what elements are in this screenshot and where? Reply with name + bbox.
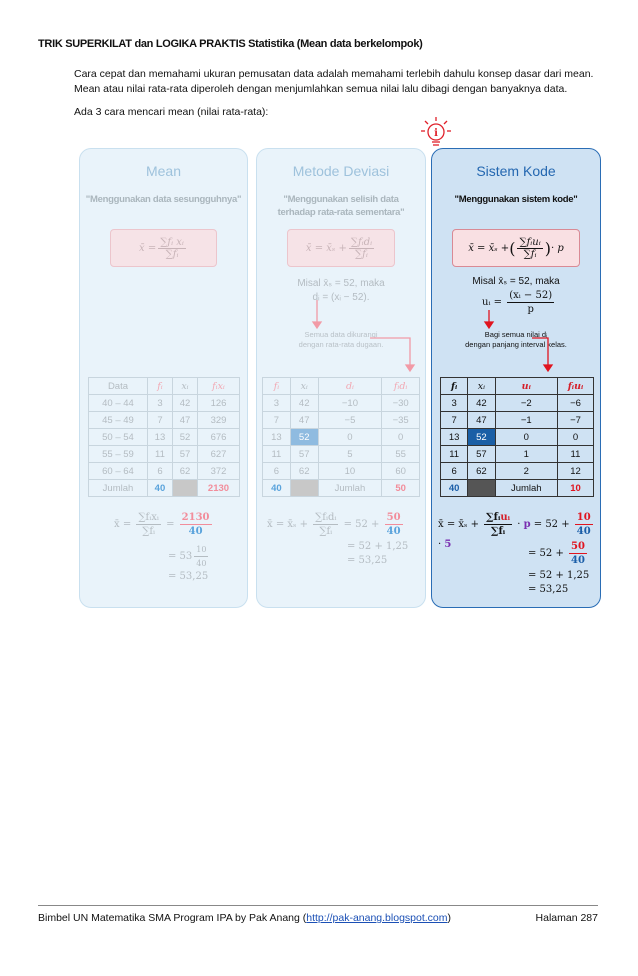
deviasi-note-2: dengan rata-rata dugaan. bbox=[298, 340, 384, 349]
panel-mean-quote: "Menggunakan data sesungguhnya" bbox=[85, 194, 242, 205]
panel-deviasi-quote-1: "Menggunakan selisih data bbox=[283, 194, 399, 205]
cell: −6 bbox=[557, 395, 593, 412]
panel-kode-title: Sistem Kode bbox=[476, 163, 556, 179]
cell: Jumlah bbox=[495, 480, 557, 497]
panel-deviasi bbox=[256, 148, 426, 608]
table-row bbox=[263, 412, 420, 429]
intro-line-3: Ada 3 cara mencari mean (nilai rata-rata): bbox=[74, 106, 269, 118]
cell: 52 bbox=[468, 429, 495, 446]
mean-header-f: fᵢ bbox=[147, 378, 172, 395]
cell: 13 bbox=[441, 429, 468, 446]
mean-header-x: xᵢ bbox=[172, 378, 197, 395]
cell: −10 bbox=[318, 395, 382, 412]
cell: 6 bbox=[147, 463, 172, 480]
deviasi-calc-3: = 53,25 bbox=[347, 555, 388, 566]
cell: Jumlah bbox=[89, 480, 148, 497]
cell: 6 bbox=[263, 463, 291, 480]
cell: 7 bbox=[263, 412, 291, 429]
table-total-row bbox=[89, 480, 240, 497]
mean-calc-2: = 53 $\frac{10}{40}$ bbox=[168, 545, 207, 568]
mean-table bbox=[88, 377, 240, 497]
cell: 52 bbox=[172, 429, 197, 446]
cell: 55 bbox=[382, 446, 420, 463]
cell: 47 bbox=[172, 412, 197, 429]
cell: 55 – 59 bbox=[89, 446, 148, 463]
cell: 57 bbox=[290, 446, 318, 463]
page-number: Halaman 287 bbox=[535, 912, 598, 924]
cell: 3 bbox=[147, 395, 172, 412]
table-row bbox=[263, 463, 420, 480]
cell: 126 bbox=[197, 395, 239, 412]
cell: 6 bbox=[441, 463, 468, 480]
table-row bbox=[89, 395, 240, 412]
dev-header-d: dᵢ bbox=[318, 378, 382, 395]
table-total-row bbox=[441, 480, 594, 497]
cell: 5 bbox=[318, 446, 382, 463]
table-row bbox=[441, 446, 594, 463]
panel-deviasi-quote-2: terhadap rata-rata sementara" bbox=[277, 207, 405, 218]
cell bbox=[290, 480, 318, 497]
cell bbox=[172, 480, 197, 497]
cell: 62 bbox=[290, 463, 318, 480]
panel-mean-title: Mean bbox=[145, 163, 182, 179]
cell: 329 bbox=[197, 412, 239, 429]
cell: 2130 bbox=[197, 480, 239, 497]
cell: 0 bbox=[495, 429, 557, 446]
kode-note-1: Bagi semua nilai dᵢ bbox=[484, 330, 548, 339]
cell: 60 – 64 bbox=[89, 463, 148, 480]
kode-header-x: xᵢ bbox=[468, 378, 495, 395]
cell: 40 – 44 bbox=[89, 395, 148, 412]
cell: 372 bbox=[197, 463, 239, 480]
cell: 13 bbox=[263, 429, 291, 446]
mean-calc-3: = 53,25 bbox=[168, 571, 209, 582]
kode-note-2: dengan panjang interval kelas. bbox=[465, 340, 567, 349]
cell: 7 bbox=[147, 412, 172, 429]
deviasi-calc-2: = 52 + 1,25 bbox=[347, 541, 409, 552]
table-row bbox=[441, 412, 594, 429]
lightbulb-icon bbox=[421, 117, 451, 151]
footer-divider bbox=[38, 905, 598, 906]
cell: 52 bbox=[290, 429, 318, 446]
cell: 3 bbox=[263, 395, 291, 412]
cell: 45 – 49 bbox=[89, 412, 148, 429]
cell: −5 bbox=[318, 412, 382, 429]
cell: 7 bbox=[441, 412, 468, 429]
table-row bbox=[441, 429, 594, 446]
deviasi-misal-2: dᵢ = (xᵢ − 52). bbox=[312, 292, 370, 303]
cell: −1 bbox=[495, 412, 557, 429]
table-row bbox=[441, 463, 594, 480]
deviasi-formula-box: x̄ = x̄ₛ + $\frac{\text{∑fᵢdᵢ}}{\text{∑fᵢ}}$ bbox=[287, 229, 395, 267]
kode-calc-1: x̄ = x̄ₛ + $\frac{\text{∑fᵢuᵢ}}{\text{∑fᵢ}}$ · p = 52 + $\frac{10}{40}$ · 5 bbox=[438, 512, 591, 550]
cell: −2 bbox=[495, 395, 557, 412]
deviasi-calc-1: x̄ = x̄ₛ + $\frac{\text{∑fᵢdᵢ}}{\text{∑fᵢ}}$ = 52 + $\frac{50}{40}$ bbox=[267, 512, 401, 537]
kode-calc-3: = 52 + 1,25 bbox=[528, 570, 590, 581]
kode-calc-2: = 52 + $\frac{50}{40}$ bbox=[528, 541, 585, 566]
svg-text:i: i bbox=[434, 128, 438, 139]
cell: 12 bbox=[557, 463, 593, 480]
cell: 10 bbox=[557, 480, 593, 497]
intro-line-2: Mean atau nilai rata-rata diperoleh dengan menjumlahkan semua nilai lalu dibagi dengan banyaknya data. bbox=[74, 83, 568, 95]
cell: 0 bbox=[382, 429, 420, 446]
cell: −7 bbox=[557, 412, 593, 429]
footer-text: Bimbel UN Matematika SMA Program IPA by Pak Anang (http://pak-anang.blogspot.com) bbox=[38, 912, 452, 924]
footer-link[interactable]: http://pak-anang.blogspot.com bbox=[306, 912, 448, 924]
kode-header-fu: fᵢuᵢ bbox=[557, 378, 593, 395]
cell: 50 bbox=[382, 480, 420, 497]
cell: 47 bbox=[290, 412, 318, 429]
kode-formula-box: x̄ = x̄ₛ + ( $\frac{\text{∑fᵢuᵢ}}{\text{∑fᵢ}}$ ) · p bbox=[452, 229, 580, 267]
cell: 676 bbox=[197, 429, 239, 446]
table-row bbox=[441, 395, 594, 412]
cell: 13 bbox=[147, 429, 172, 446]
cell: 0 bbox=[557, 429, 593, 446]
cell: 0 bbox=[318, 429, 382, 446]
panel-sistem-kode bbox=[431, 148, 601, 608]
deviasi-misal-1: Misal x̄ₛ = 52, maka bbox=[297, 278, 385, 289]
cell: 57 bbox=[172, 446, 197, 463]
deviasi-note-1: Semua data dikurangi bbox=[304, 330, 378, 339]
cell: 40 bbox=[441, 480, 468, 497]
cell: 11 bbox=[441, 446, 468, 463]
kode-misal-2: uᵢ = $\frac{\text{(xᵢ − 52)}}{p}$ bbox=[482, 290, 553, 315]
table-row bbox=[263, 429, 420, 446]
deviasi-table bbox=[262, 377, 420, 497]
kode-misal-1: Misal x̄ₛ = 52, maka bbox=[472, 276, 560, 287]
cell: 60 bbox=[382, 463, 420, 480]
dev-header-fd: fᵢdᵢ bbox=[382, 378, 420, 395]
cell: 11 bbox=[557, 446, 593, 463]
mean-header-fx: fᵢxᵢ bbox=[197, 378, 239, 395]
cell: 50 – 54 bbox=[89, 429, 148, 446]
table-row bbox=[263, 446, 420, 463]
mean-formula-box: x̄ = $\frac{\text{∑fᵢ xᵢ}}{\text{∑fᵢ}}$ bbox=[110, 229, 217, 267]
cell: −35 bbox=[382, 412, 420, 429]
cell: Jumlah bbox=[318, 480, 382, 497]
cell: 10 bbox=[318, 463, 382, 480]
intro-line-1: Cara cepat dan memahami ukuran pemusatan data adalah memahami terlebih dahulu konsep dasar dari mean. bbox=[74, 68, 594, 80]
cell bbox=[468, 480, 495, 497]
table-total-row bbox=[263, 480, 420, 497]
cell: 1 bbox=[495, 446, 557, 463]
cell: 62 bbox=[468, 463, 495, 480]
dev-header-x: xᵢ bbox=[290, 378, 318, 395]
panel-kode-quote: "Menggunakan sistem kode" bbox=[454, 194, 578, 205]
cell: 57 bbox=[468, 446, 495, 463]
cell: 62 bbox=[172, 463, 197, 480]
table-row bbox=[263, 395, 420, 412]
cell: 42 bbox=[172, 395, 197, 412]
table-row bbox=[89, 429, 240, 446]
cell: 11 bbox=[147, 446, 172, 463]
kode-table bbox=[440, 377, 594, 497]
kode-calc-4: = 53,25 bbox=[528, 584, 569, 595]
table-row bbox=[89, 412, 240, 429]
cell: 627 bbox=[197, 446, 239, 463]
cell: 42 bbox=[290, 395, 318, 412]
cell: 47 bbox=[468, 412, 495, 429]
page-header-title: TRIK SUPERKILAT dan LOGIKA PRAKTIS Statistika (Mean data berkelompok) bbox=[38, 38, 423, 50]
cell: 40 bbox=[147, 480, 172, 497]
panel-deviasi-title: Metode Deviasi bbox=[292, 163, 390, 179]
cell: 40 bbox=[263, 480, 291, 497]
kode-header-u: uᵢ bbox=[495, 378, 557, 395]
mean-calc-1: x̄ = $\frac{\text{∑fᵢxᵢ}}{\text{∑fᵢ}}$ = $\frac{2130}{40}$ bbox=[114, 512, 210, 537]
cell: 2 bbox=[495, 463, 557, 480]
cell: 42 bbox=[468, 395, 495, 412]
kode-header-f: fᵢ bbox=[441, 378, 468, 395]
cell: −30 bbox=[382, 395, 420, 412]
table-row bbox=[89, 446, 240, 463]
dev-header-f: fᵢ bbox=[263, 378, 291, 395]
cell: 3 bbox=[441, 395, 468, 412]
panel-mean bbox=[79, 148, 248, 608]
table-row bbox=[89, 463, 240, 480]
mean-header-data: Data bbox=[89, 378, 148, 395]
cell: 11 bbox=[263, 446, 291, 463]
